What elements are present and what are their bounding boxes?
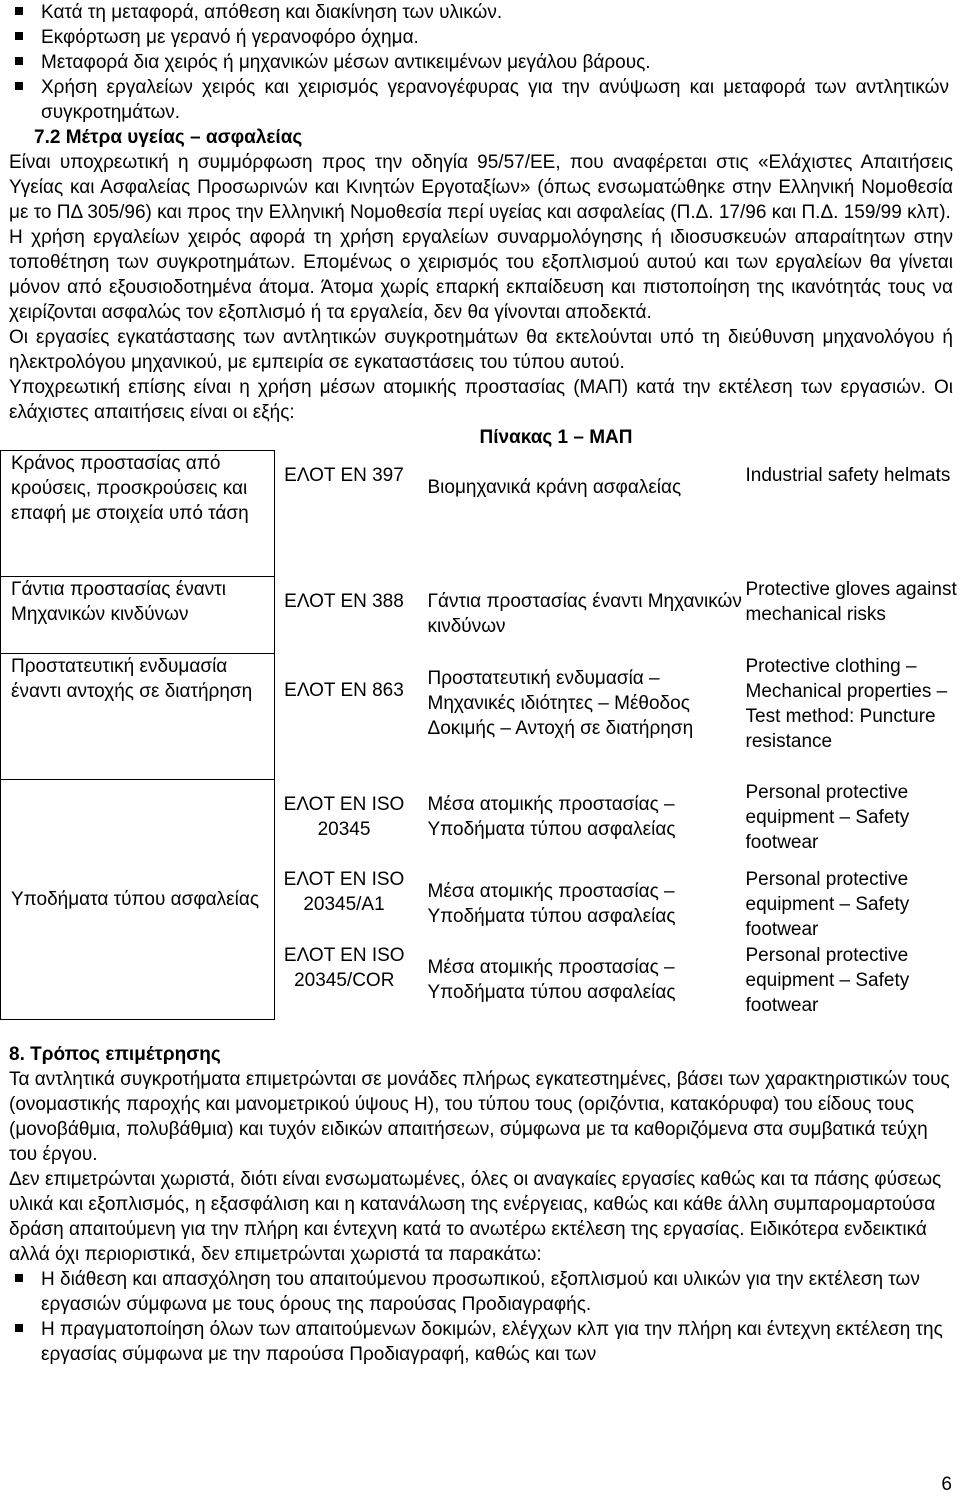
table-cell-standard: ΕΛΟΤ ΕΝ ISO 20345/COR: [283, 944, 405, 991]
list-item: Η πραγματοποίηση όλων των απαιτούμενων δοκιμών, ελέγχων κλπ για την πλήρη και έντεχνη εκτέλεση της εργασίας σύμφωνα με την παρούσα Προδιαγραφή, καθώς και των: [41, 1317, 953, 1367]
table-cell-description-en: Protective clothing – Mechanical properties – Test method: Puncture resistance: [745, 655, 948, 752]
table-cell-standard: ΕΛΟΤ ΕΝ 388: [284, 590, 404, 612]
square-bullet-icon: [15, 7, 23, 15]
square-bullet-icon: [15, 32, 23, 40]
top-bullet-list: [9, 0, 953, 125]
table-row: [1, 577, 960, 654]
paragraph: Η χρήση εργαλείων χειρός αφορά τη χρήση εργαλείων συναρμολόγησης ή ιδιοσυσκευών απαραίτητων στην τοποθέτηση των συγκροτημάτων. Επομένως ο χειρισμός του εξοπλισμού αυτού και των εργαλείων θα γίνεται μόνον από εξουσιοδοτημένα άτομα. Άτομα χωρίς επαρκή εκπαίδευση και πιστοποίηση της ικανότητάς τους να χειρίζονται ασφαλώς τον εξοπλισμό ή τα εργαλεία, δεν θα γίνονται αποδεκτά.: [9, 227, 953, 323]
paragraph: Δεν επιμετρώνται χωριστά, διότι είναι ενσωματωμένες, όλες οι αναγκαίες εργασίες καθώς και τα πάσης φύσεως υλικά και εξοπλισμός, η εξασφάλιση και η κατανάλωση της ενέργειας, καθώς και κάθε άλλη συμπαρομαρτούσα δράση απαιτούμενη για την πλήρη και έντεχνη κατά το ανωτέρω εκτέλεση της εργασίας. Ειδικότερα ενδεικτικά αλλά όχι περιοριστικά, δεν επιμετρώνται χωριστά τα παρακάτω:: [9, 1169, 942, 1265]
paragraph: Οι εργασίες εγκατάστασης των αντλητικών συγκροτημάτων θα εκτελούνται υπό τη διεύθυνση μηχανολόγου ή ηλεκτρολόγου μηχανικού, με εμπειρία σε εγκαταστάσεις του τύπου αυτού.: [9, 327, 953, 373]
section-7-2-heading: 7.2 Μέτρα υγείας – ασφαλείας: [34, 127, 303, 148]
table-caption: Πίνακας 1 – ΜΑΠ: [479, 427, 633, 448]
table-cell-description-en: Personal protective equipment – Safety footwear: [745, 944, 910, 1016]
square-bullet-icon: [15, 1324, 23, 1332]
table-cell-standard: ΕΛΟΤ ΕΝ ISO 20345: [283, 793, 405, 840]
document-page: [9, 0, 957, 1367]
table-cell-description-en: Personal protective equipment – Safety footwear: [745, 781, 910, 853]
table-cell-standard: ΕΛΟΤ ΕΝ ISO 20345/Α1: [283, 868, 405, 915]
table-cell-description-gr: Βιομηχανικά κράνη ασφαλείας: [427, 476, 682, 498]
square-bullet-icon: [15, 1274, 23, 1282]
table-cell-description-en: Industrial safety helmats: [745, 464, 951, 486]
square-bullet-icon: [15, 57, 23, 65]
section-8-heading: 8. Τρόπος επιμέτρησης: [9, 1044, 221, 1065]
list-item: Εκφόρτωση με γερανό ή γερανοφόρο όχημα.: [41, 25, 953, 50]
list-item: Η διάθεση και απασχόληση του απαιτούμενου προσωπικού, εξοπλισμού και υλικών για την εκτέλεση των εργασιών σύμφωνα με τους όρους της παρούσας Προδιαγραφής.: [41, 1267, 953, 1317]
table-cell-description-gr: Μέσα ατομικής προστασίας – Υποδήματα τύπου ασφαλείας: [427, 793, 676, 840]
table-cell-category: Προστατευτική ενδυμασία έναντι αντοχής σε διατήρηση: [1, 654, 275, 780]
table-cell-category: Κράνος προστασίας από κρούσεις, προσκρούσεις και επαφή με στοιχεία υπό τάση: [1, 451, 275, 577]
table-row: [1, 780, 960, 867]
table-cell-description-gr: Γάντια προστασίας έναντι Μηχανικών κινδύνων: [427, 590, 742, 637]
table-cell-category: Γάντια προστασίας έναντι Μηχανικών κινδύνων: [1, 577, 275, 654]
table-cell-standard: ΕΛΟΤ ΕΝ 397: [284, 464, 404, 486]
paragraph: Τα αντλητικά συγκροτήματα επιμετρώνται σε μονάδες πλήρως εγκατεστημένες, βάσει των χαρακτηριστικών τους (ονομαστικής παροχής και μανομετρικού ύψους Η), του τύπου τους (οριζόντια, κατακόρυφα) του είδους τους (μονοβάθμια, πολυβάθμια) και τυχόν ειδικών απαιτήσεων, σύμφωνα με τα καθοριζόμενα στα συμβατικά τεύχη του έργου.: [9, 1069, 950, 1165]
page-number: 6: [941, 1474, 952, 1495]
list-item: Χρήση εργαλείων χειρός και χειρισμός γερανογέφυρας για την ανύψωση και μεταφορά των αντλητικών συγκροτημάτων.: [41, 75, 953, 125]
paragraph: Είναι υποχρεωτική η συμμόρφωση προς την οδηγία 95/57/ΕΕ, που αναφέρεται στις «Ελάχιστες Απαιτήσεις Υγείας και Ασφαλείας Προσωρινών και Κινητών Εργοταξίων» (όπως ενσωματώθηκε στην Ελληνική Νομοθεσία με το ΠΔ 305/96) και προς την Ελληνική Νομοθεσία περί υγείας και ασφαλείας (Π.Δ. 17/96 και Π.Δ. 159/99 κλπ).: [9, 152, 953, 223]
paragraph: Υποχρεωτική επίσης είναι η χρήση μέσων ατομικής προστασίας (ΜΑΠ) κατά την εκτέλεση των εργασιών. Οι ελάχιστες απαιτήσεις είναι οι εξής:: [9, 377, 953, 423]
table-cell-standard: ΕΛΟΤ ΕΝ 863: [284, 679, 404, 701]
table-cell-description-gr: Μέσα ατομικής προστασίας – Υποδήματα τύπου ασφαλείας: [427, 880, 676, 927]
square-bullet-icon: [15, 82, 23, 90]
table-cell-description-gr: Προστατευτική ενδυμασία – Μηχανικές ιδιότητες – Μέθοδος Δοκιμής – Αντοχή σε διατήρηση: [427, 667, 694, 739]
table-cell-description-en: Protective gloves against mechanical risks: [745, 578, 957, 625]
table-row: [1, 654, 960, 780]
ppe-table: [0, 450, 960, 1020]
bottom-bullet-list: [9, 1267, 953, 1367]
table-cell-description-gr: Μέσα ατομικής προστασίας – Υποδήματα τύπου ασφαλείας: [427, 956, 676, 1003]
table-cell-description-en: Personal protective equipment – Safety footwear: [745, 868, 910, 940]
list-item: Κατά τη μεταφορά, απόθεση και διακίνηση των υλικών.: [41, 0, 953, 25]
list-item: Μεταφορά δια χειρός ή μηχανικών μέσων αντικειμένων μεγάλου βάρους.: [41, 50, 953, 75]
table-cell-category: Υποδήματα τύπου ασφαλείας: [1, 780, 275, 1020]
table-row: [1, 451, 960, 577]
